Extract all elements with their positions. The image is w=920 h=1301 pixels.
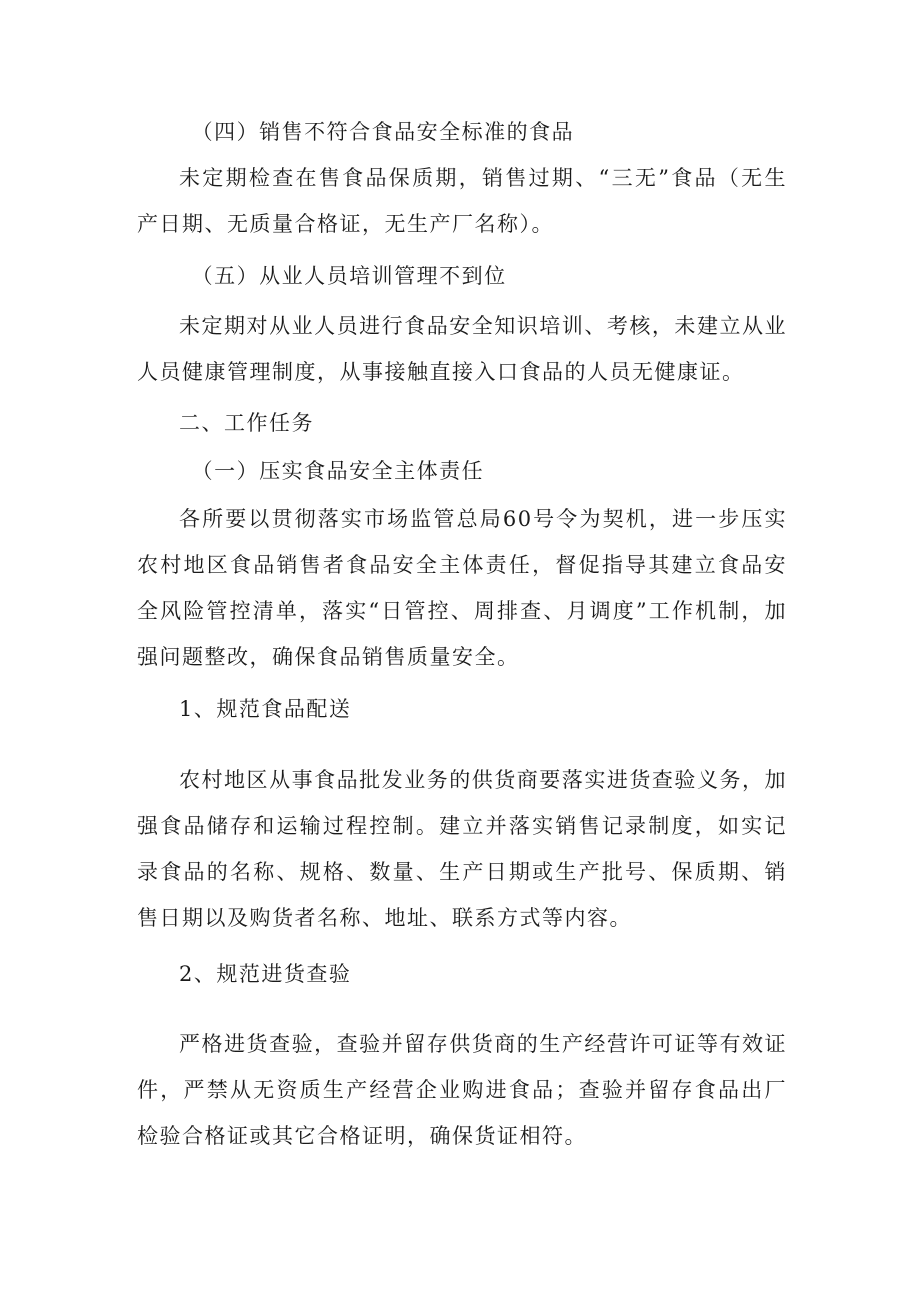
body-paragraph: 未定期对从业人员进行食品安全知识培训、考核，未建立从业人员健康管理制度，从事接触直接入口食品的人员无健康证。 (137, 314, 787, 384)
body-paragraph: 农村地区从事食品批发业务的供货商要落实进货查验义务，加强食品储存和运输过程控制。建立并落实销售记录制度，如实记录食品的名称、规格、数量、生产日期或生产批号、保质期、销售日期以及购货者名称、地址、联系方式等内容。 (137, 768, 787, 930)
body-paragraph: 各所要以贯彻落实市场监管总局60号令为契机，进一步压实农村地区食品销售者食品安全主体责任，督促指导其建立食品安全风险管控清单，落实“日管控、周排查、月调度”工作机制，加强问题整改，确保食品销售质量安全。 (137, 507, 787, 669)
body-paragraph: 严格进货查验，查验并留存供货商的生产经营许可证等有效证件，严禁从无资质生产经营企业购进食品；查验并留存食品出厂检验合格证或其它合格证明，确保货证相符。 (137, 1032, 787, 1148)
item-heading-1: 1、规范食品配送 (179, 697, 352, 721)
section-heading-4: （四）销售不符合食品安全标准的食品 (191, 120, 575, 144)
section-heading-5: （五）从业人员培训管理不到位 (191, 264, 507, 288)
body-paragraph: 未定期检查在售食品保质期，销售过期、“三无”食品（无生产日期、无质量合格证，无生产厂名称）。 (137, 166, 787, 236)
section-heading-1: （一）压实食品安全主体责任 (191, 459, 485, 483)
item-heading-2: 2、规范进货查验 (179, 962, 352, 986)
chapter-heading: 二、工作任务 (179, 411, 314, 435)
